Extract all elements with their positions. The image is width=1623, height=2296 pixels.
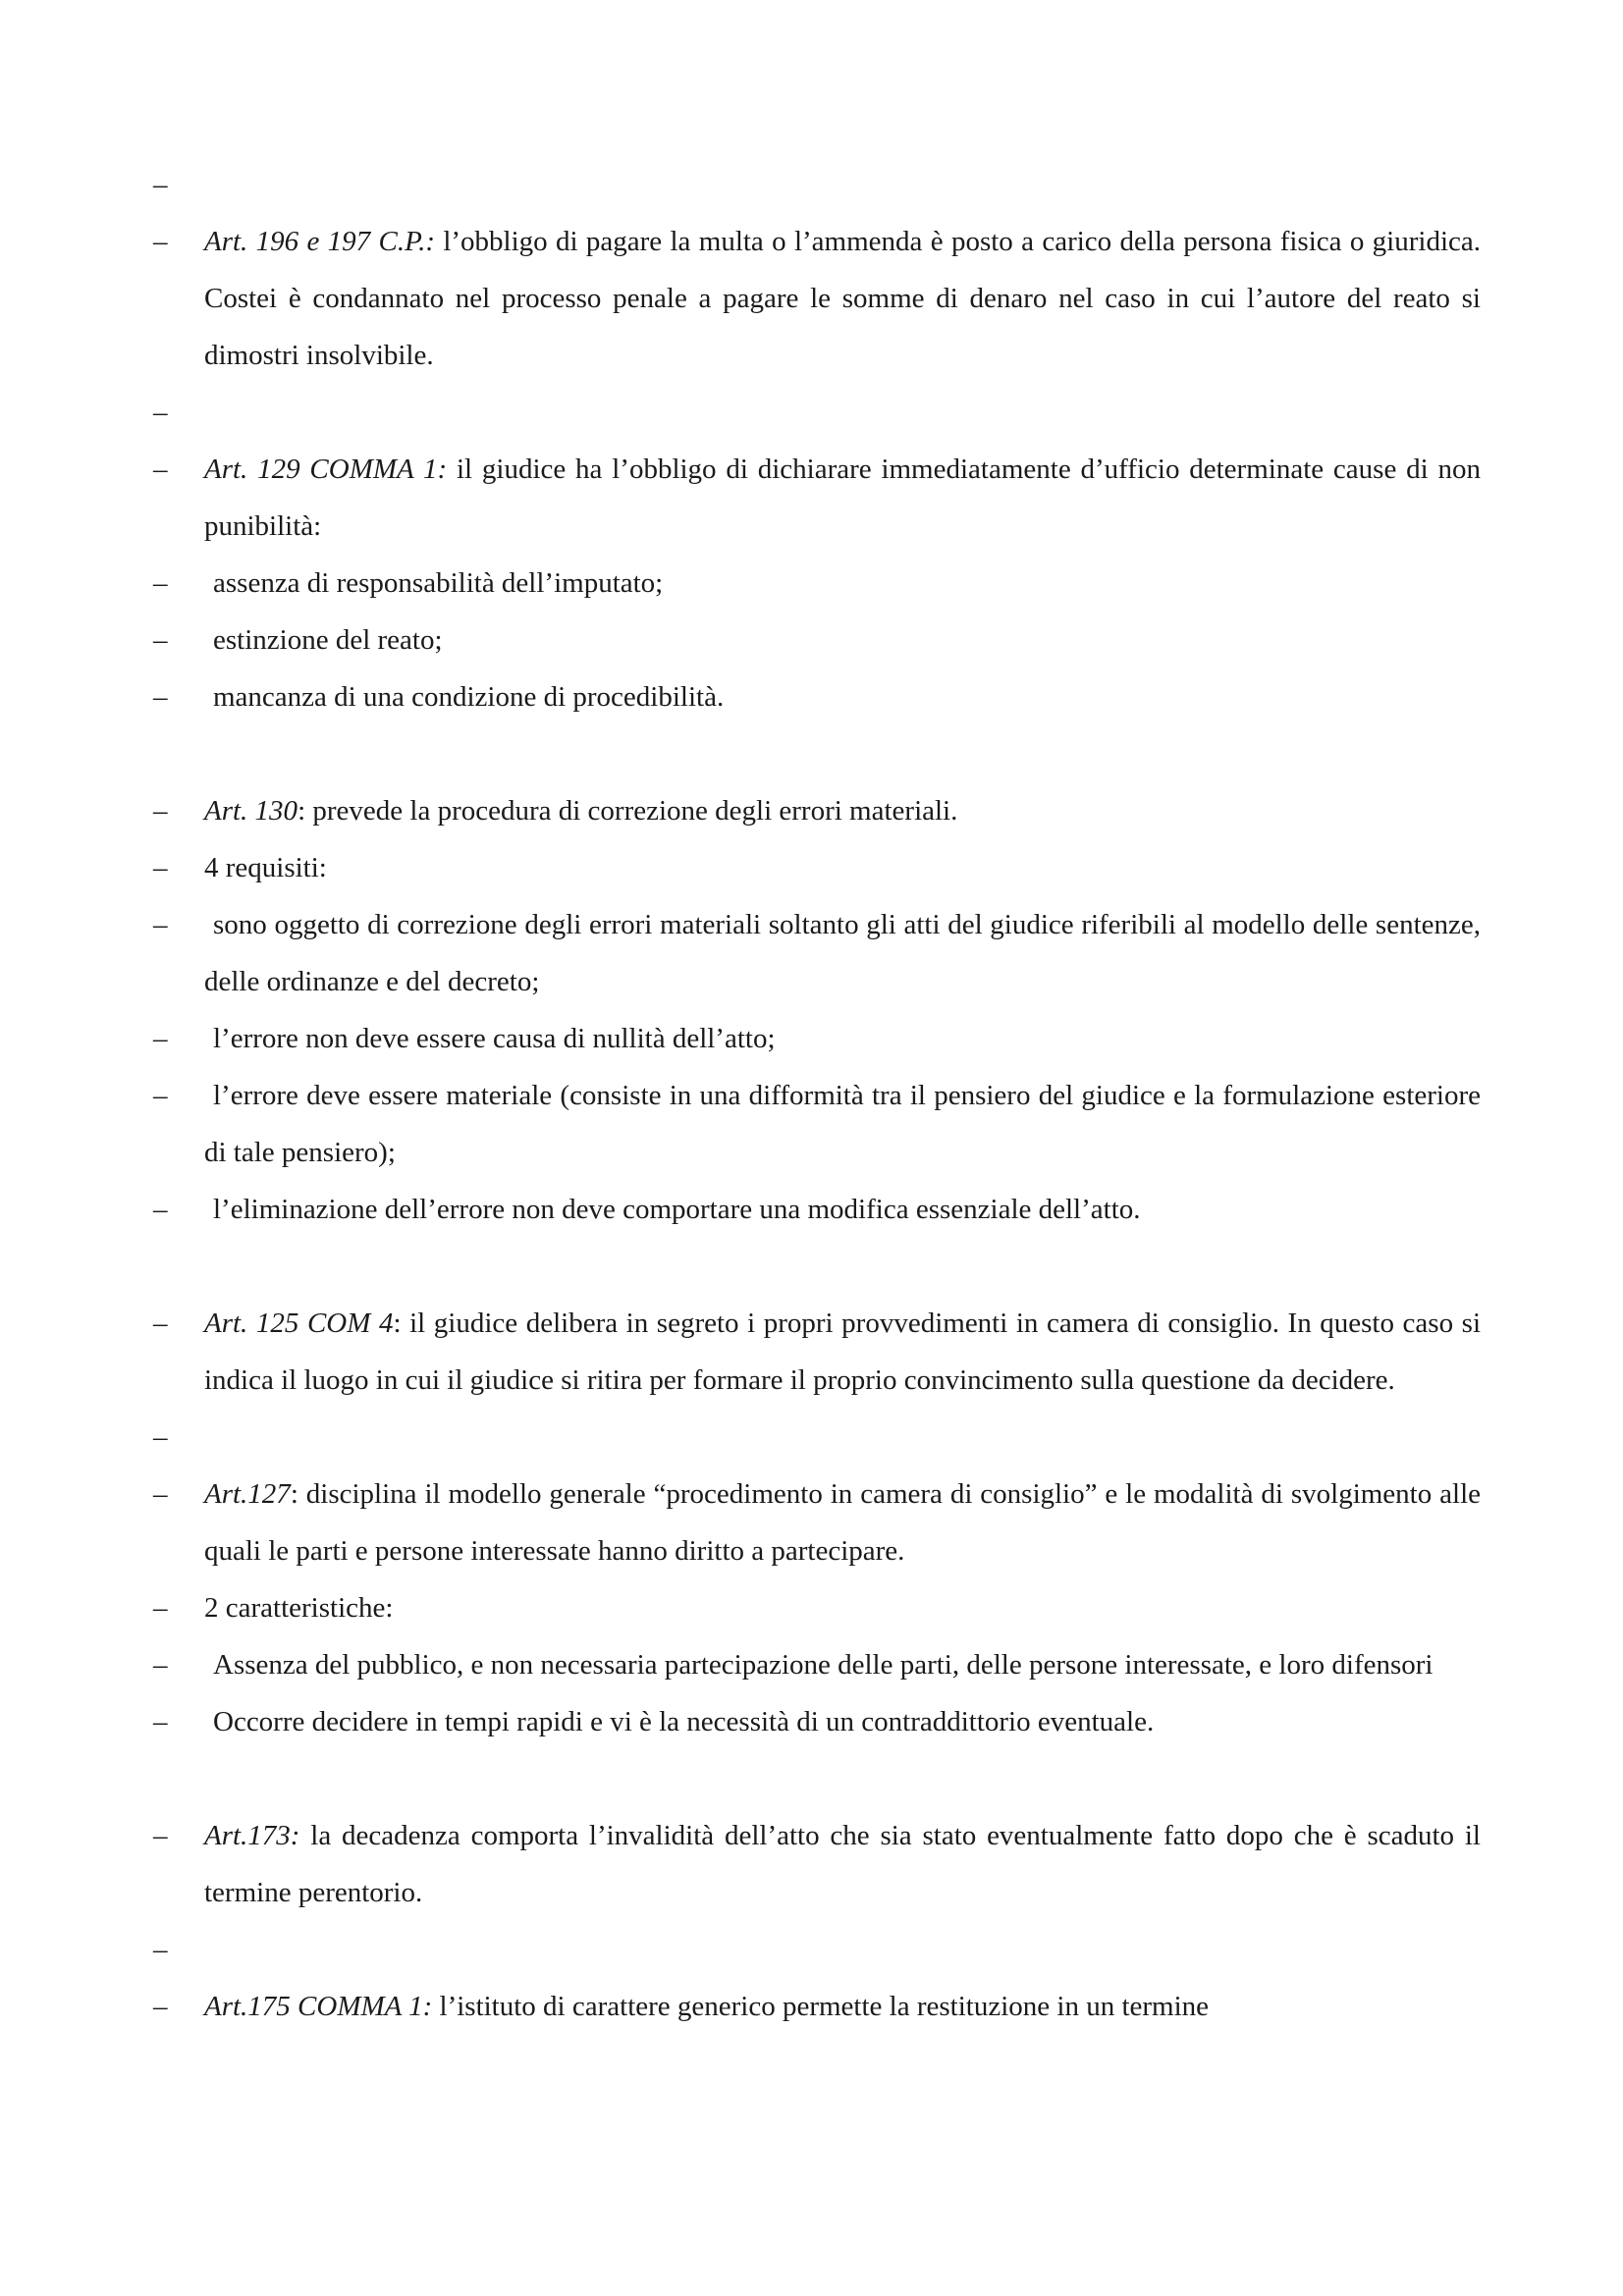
item-description: l’errore deve essere materiale (consiste in una difformità tra il pensiero del giudice e la formulazione esteriore di tale pensiero); — [204, 1080, 1481, 1168]
dash-bullet: – — [153, 1592, 168, 1624]
item-description: Occorre decidere in tempi rapidi e vi è la necessità di un contraddittorio eventuale. — [213, 1706, 1155, 1737]
item-text — [204, 612, 1481, 668]
dash-bullet: – — [153, 681, 168, 713]
article-reference: Art.173: — [204, 1820, 300, 1851]
dash-bullet: – — [153, 1991, 168, 2022]
sub-list-item — [153, 896, 1481, 1010]
item-text — [204, 1978, 1481, 2035]
item-text — [204, 839, 1481, 896]
article-reference: Art. 129 COMMA 1: — [204, 454, 448, 485]
item-description: estinzione del reato; — [213, 624, 443, 656]
article-reference: Art.127 — [204, 1478, 291, 1510]
item-description: mancanza di una condizione di procedibilità. — [213, 681, 725, 713]
dash-bullet: – — [153, 1194, 168, 1225]
dash-bullet: – — [153, 226, 168, 257]
dash-bullet: – — [153, 852, 168, 883]
item-text — [204, 782, 1481, 839]
item-text — [204, 668, 1481, 725]
list-item — [153, 1807, 1481, 1921]
item-text — [204, 555, 1481, 612]
list-item — [153, 1466, 1481, 1579]
item-text — [204, 1579, 1481, 1636]
item-description: l’obbligo di pagare la multa o l’ammenda è posto a carico della persona fisica o giuridica. Costei è condannato nel processo penale a pagare le somme di denaro nel caso in cui l’autore del reato si dimostri insolvibile. — [204, 226, 1482, 371]
item-text — [204, 213, 1481, 384]
sub-list-item — [153, 555, 1481, 612]
empty-list-item — [153, 1409, 1481, 1466]
item-text — [204, 896, 1481, 1010]
item-text — [204, 1636, 1481, 1693]
item-description: 4 requisiti: — [204, 852, 327, 883]
item-text — [204, 1693, 1481, 1750]
item-description: : disciplina il modello generale “procedimento in camera di consiglio” e le modalità di svolgimento alle quali le parti e persone interessate hanno diritto a partecipare. — [204, 1478, 1481, 1567]
empty-list-item — [153, 156, 1481, 213]
sub-list-item — [153, 1636, 1481, 1693]
item-description: l’errore non deve essere causa di nullità dell’atto; — [213, 1023, 776, 1054]
item-description: l’istituto di carattere generico permette la restituzione in un termine — [432, 1991, 1210, 2022]
dash-bullet: – — [153, 1934, 168, 1965]
item-description: sono oggetto di correzione degli errori materiali soltanto gli atti del giudice riferibili al modello delle sentenze, delle ordinanze e del decreto; — [204, 909, 1481, 997]
article-reference: Art. 196 e 197 C.P.: — [204, 226, 435, 257]
list-item — [153, 213, 1481, 384]
item-description: Assenza del pubblico, e non necessaria partecipazione delle parti, delle persone interessate, e loro difensori — [213, 1649, 1434, 1681]
item-text — [204, 1010, 1481, 1067]
dash-bullet: – — [153, 567, 168, 599]
empty-list-item — [153, 384, 1481, 441]
item-text — [204, 1295, 1481, 1409]
item-description: il giudice ha l’obbligo di dichiarare immediatamente d’ufficio determinate cause di non punibilità: — [204, 454, 1481, 542]
item-description: : prevede la procedura di correzione degli errori materiali. — [298, 795, 958, 827]
article-reference: Art. 130 — [204, 795, 298, 827]
item-text — [204, 441, 1481, 555]
dash-bullet: – — [153, 795, 168, 827]
list-item — [153, 1978, 1481, 2035]
sub-list-item — [153, 1067, 1481, 1181]
dash-bullet: – — [153, 454, 168, 485]
article-reference: Art. 125 COM 4 — [204, 1308, 394, 1339]
dash-bullet: – — [153, 1308, 168, 1339]
item-text — [204, 1181, 1481, 1238]
item-description: assenza di responsabilità dell’imputato; — [213, 567, 664, 599]
article-reference: Art.175 COMMA 1: — [204, 1991, 433, 2022]
list-item — [153, 1295, 1481, 1409]
dash-bullet: – — [153, 1421, 168, 1453]
dash-bullet: – — [153, 1080, 168, 1111]
item-text — [204, 1067, 1481, 1181]
list-item — [153, 839, 1481, 896]
sub-list-item — [153, 1010, 1481, 1067]
dash-bullet: – — [153, 1478, 168, 1510]
item-description: l’eliminazione dell’errore non deve comportare una modifica essenziale dell’atto. — [213, 1194, 1141, 1225]
item-text — [204, 1466, 1481, 1579]
sub-list-item — [153, 1181, 1481, 1238]
sub-list-item — [153, 668, 1481, 725]
sub-list-item — [153, 1693, 1481, 1750]
dash-bullet: – — [153, 397, 168, 428]
sub-list-item — [153, 612, 1481, 668]
dash-bullet: – — [153, 1649, 168, 1681]
list-item — [153, 782, 1481, 839]
dash-bullet: – — [153, 909, 168, 940]
list-item — [153, 441, 1481, 555]
dash-bullet: – — [153, 624, 168, 656]
empty-list-item — [153, 1921, 1481, 1978]
item-text — [204, 1807, 1481, 1921]
list-item — [153, 1579, 1481, 1636]
item-description: la decadenza comporta l’invalidità dell’atto che sia stato eventualmente fatto dopo che è scaduto il termine perentorio. — [204, 1820, 1481, 1908]
article-list — [153, 156, 1481, 2035]
dash-bullet: – — [153, 169, 168, 200]
dash-bullet: – — [153, 1023, 168, 1054]
dash-bullet: – — [153, 1820, 168, 1851]
item-description: : il giudice delibera in segreto i propri provvedimenti in camera di consiglio. In questo caso si indica il luogo in cui il giudice si ritira per formare il proprio convincimento sulla questione da decidere. — [204, 1308, 1481, 1396]
item-description: 2 caratteristiche: — [204, 1592, 394, 1624]
dash-bullet: – — [153, 1706, 168, 1737]
